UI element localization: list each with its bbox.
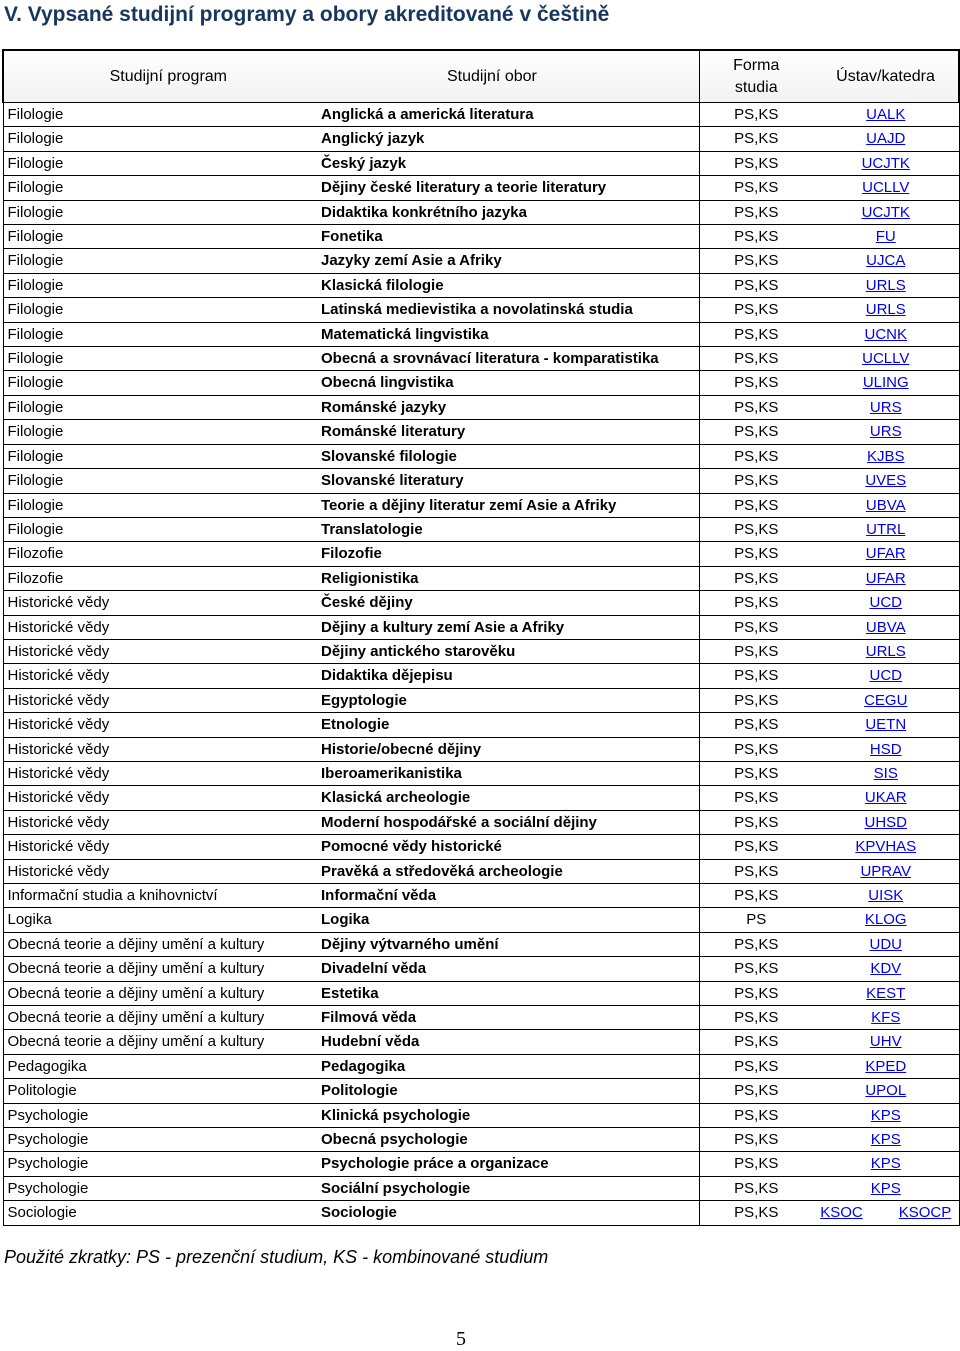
cell-forma: PS,KS — [699, 688, 813, 712]
department-link[interactable]: KJBS — [866, 447, 905, 465]
cell-ustav — [813, 810, 959, 834]
cell-ustav — [813, 1201, 959, 1225]
table-row — [3, 225, 959, 249]
cell-obor: Dějiny antického starověku — [321, 642, 516, 660]
cell-program: Historické vědy — [3, 810, 317, 834]
cell-forma: PS,KS — [699, 371, 813, 395]
cell-program: Historické vědy — [3, 737, 317, 761]
cell-forma: PS,KS — [699, 761, 813, 785]
header-forma-line1: Forma — [733, 56, 780, 74]
cell-obor: Psychologie práce a organizace — [321, 1155, 549, 1173]
table-body — [3, 103, 959, 1226]
cell-obor: Religionistika — [321, 569, 419, 587]
cell-forma: PS,KS — [699, 566, 813, 590]
programs-table — [2, 49, 960, 1226]
department-link[interactable]: KSOCP — [898, 1204, 952, 1222]
table-row — [3, 761, 959, 785]
cell-forma: PS,KS — [699, 810, 813, 834]
department-link[interactable]: UKAR — [864, 789, 907, 807]
cell-ustav — [813, 786, 959, 810]
cell-program: Logika — [3, 908, 317, 932]
cell-ustav — [813, 737, 959, 761]
table-row — [3, 737, 959, 761]
cell-ustav — [813, 347, 959, 371]
table-row — [3, 200, 959, 224]
cell-obor: Anglický jazyk — [321, 130, 425, 148]
cell-obor: Etnologie — [321, 716, 390, 734]
department-link[interactable]: KPS — [870, 1106, 901, 1124]
department-link[interactable]: CEGU — [864, 691, 908, 709]
cell-program: Historické vědy — [3, 859, 317, 883]
department-link[interactable]: UALK — [866, 106, 906, 123]
cell-obor: Filozofie — [321, 545, 382, 563]
department-link[interactable]: UFAR — [865, 569, 906, 587]
cell-ustav — [813, 298, 959, 322]
department-link[interactable]: UISK — [868, 887, 904, 904]
cell-ustav — [813, 444, 959, 468]
cell-ustav — [813, 1079, 959, 1103]
department-link[interactable]: UCD — [869, 594, 902, 612]
cell-forma: PS,KS — [699, 835, 813, 859]
cell-program: Filologie — [3, 225, 317, 249]
cell-obor: Politologie — [321, 1082, 398, 1100]
cell-forma: PS,KS — [699, 884, 813, 908]
table-row — [3, 395, 959, 419]
table-row — [3, 566, 959, 590]
cell-forma: PS,KS — [699, 322, 813, 346]
cell-ustav — [813, 688, 959, 712]
cell-program: Psychologie — [3, 1103, 317, 1127]
department-link[interactable]: KSOC — [820, 1204, 863, 1222]
header-obor: Studijní obor — [317, 50, 699, 103]
cell-program: Historické vědy — [3, 835, 317, 859]
cell-obor: Pravěká a středověká archeologie — [321, 862, 563, 880]
department-link[interactable]: UBVA — [865, 496, 906, 514]
cell-program: Politologie — [3, 1079, 317, 1103]
cell-forma: PS,KS — [699, 859, 813, 883]
cell-obor: Iberoamerikanistika — [321, 764, 462, 782]
cell-forma: PS,KS — [699, 1128, 813, 1152]
cell-forma: PS,KS — [699, 273, 813, 297]
cell-ustav — [813, 127, 959, 151]
department-link[interactable]: KPS — [870, 1179, 901, 1197]
department-link[interactable]: UTRL — [866, 520, 906, 538]
table-row — [3, 615, 959, 639]
cell-ustav — [813, 761, 959, 785]
cell-forma: PS,KS — [699, 981, 813, 1005]
cell-obor: Klasická archeologie — [321, 789, 471, 807]
department-link[interactable]: UCLLV — [862, 179, 910, 197]
cell-ustav — [813, 517, 959, 541]
table-header-row — [3, 50, 959, 103]
cell-program: Filologie — [3, 371, 317, 395]
cell-forma: PS,KS — [699, 200, 813, 224]
department-link[interactable]: KPED — [865, 1057, 907, 1075]
cell-obor: Pomocné vědy historické — [321, 838, 502, 856]
cell-ustav — [813, 542, 959, 566]
department-link[interactable]: UDU — [869, 935, 902, 953]
cell-obor: Klinická psychologie — [321, 1106, 471, 1124]
cell-forma: PS,KS — [699, 639, 813, 663]
table-row — [3, 127, 959, 151]
cell-forma: PS,KS — [699, 1054, 813, 1078]
cell-forma: PS,KS — [699, 493, 813, 517]
cell-program: Filozofie — [3, 542, 317, 566]
cell-obor: Jazyky zemí Asie a Afriky — [321, 252, 502, 270]
department-link[interactable]: URS — [869, 423, 902, 441]
cell-obor: Egyptologie — [321, 691, 407, 709]
cell-program: Filologie — [3, 420, 317, 444]
cell-forma: PS,KS — [699, 737, 813, 761]
table-row — [3, 859, 959, 883]
cell-forma: PS — [699, 908, 813, 932]
cell-program: Filologie — [3, 103, 317, 127]
cell-ustav — [813, 322, 959, 346]
table-row — [3, 884, 959, 908]
cell-forma: PS,KS — [699, 249, 813, 273]
header-forma — [699, 50, 813, 103]
cell-ustav — [813, 566, 959, 590]
cell-ustav — [813, 371, 959, 395]
cell-ustav — [813, 395, 959, 419]
cell-forma: PS,KS — [699, 1201, 813, 1225]
cell-program: Filologie — [3, 273, 317, 297]
cell-ustav — [813, 176, 959, 200]
cell-program: Filologie — [3, 395, 317, 419]
cell-obor: Filmová věda — [321, 1009, 417, 1027]
table-row — [3, 688, 959, 712]
cell-obor: Obecná a srovnávací literatura - komparatistika — [321, 350, 659, 368]
department-link[interactable]: KEST — [866, 984, 906, 1002]
cell-ustav — [813, 493, 959, 517]
cell-obor: Pedagogika — [321, 1057, 406, 1075]
table-row — [3, 542, 959, 566]
department-link[interactable]: UJCA — [866, 252, 906, 270]
department-link[interactable]: UCD — [869, 667, 902, 685]
cell-ustav — [813, 591, 959, 615]
cell-forma: PS,KS — [699, 444, 813, 468]
cell-obor: Slovanské filologie — [321, 447, 457, 465]
cell-obor: Obecná lingvistika — [321, 374, 454, 392]
cell-program: Historické vědy — [3, 761, 317, 785]
cell-ustav — [813, 639, 959, 663]
cell-program: Obecná teorie a dějiny umění a kultury — [3, 981, 317, 1005]
cell-program: Sociologie — [3, 1201, 317, 1225]
cell-ustav — [813, 884, 959, 908]
department-link[interactable]: SIS — [873, 764, 898, 782]
cell-program: Filologie — [3, 298, 317, 322]
cell-forma: PS,KS — [699, 103, 813, 127]
department-link[interactable]: UCJTK — [861, 154, 910, 172]
department-link[interactable]: UETN — [865, 716, 907, 734]
cell-obor: Estetika — [321, 984, 379, 1002]
cell-program: Filologie — [3, 200, 317, 224]
table-row — [3, 298, 959, 322]
department-link[interactable]: UVES — [865, 472, 907, 490]
cell-ustav — [813, 1103, 959, 1127]
table-row — [3, 1176, 959, 1200]
cell-forma: PS,KS — [699, 151, 813, 175]
cell-forma: PS,KS — [699, 176, 813, 200]
cell-forma: PS,KS — [699, 347, 813, 371]
cell-forma: PS,KS — [699, 932, 813, 956]
department-link[interactable]: FU — [875, 228, 896, 246]
table-row — [3, 322, 959, 346]
cell-obor: Český jazyk — [321, 154, 407, 172]
cell-program: Filologie — [3, 322, 317, 346]
cell-ustav — [813, 151, 959, 175]
cell-program: Filologie — [3, 127, 317, 151]
cell-obor: Fonetika — [321, 228, 383, 246]
cell-obor: Latinská medievistika a novolatinská studia — [321, 301, 633, 319]
cell-forma: PS,KS — [699, 786, 813, 810]
cell-program: Obecná teorie a dějiny umění a kultury — [3, 1006, 317, 1030]
cell-obor: Logika — [321, 911, 370, 929]
table-row — [3, 249, 959, 273]
cell-obor: Dějiny výtvarného umění — [321, 935, 499, 953]
cell-ustav — [813, 1128, 959, 1152]
table-row — [3, 786, 959, 810]
cell-obor: Historie/obecné dějiny — [321, 740, 482, 758]
cell-ustav — [813, 420, 959, 444]
cell-forma: PS,KS — [699, 713, 813, 737]
table-row — [3, 151, 959, 175]
cell-forma: PS,KS — [699, 420, 813, 444]
cell-obor: České dějiny — [321, 594, 413, 612]
cell-obor: Matematická lingvistika — [321, 325, 489, 343]
cell-program: Filologie — [3, 347, 317, 371]
cell-ustav — [813, 1152, 959, 1176]
page-number: 5 — [456, 1328, 466, 1350]
cell-forma: PS,KS — [699, 1176, 813, 1200]
cell-forma: PS,KS — [699, 1079, 813, 1103]
cell-ustav — [813, 615, 959, 639]
table-row — [3, 591, 959, 615]
cell-forma: PS,KS — [699, 1152, 813, 1176]
cell-obor: Moderní hospodářské a sociální dějiny — [321, 813, 597, 831]
cell-ustav — [813, 1176, 959, 1200]
department-link[interactable]: KPVHAS — [855, 838, 917, 856]
cell-obor: Anglická a americká literatura — [321, 106, 534, 123]
cell-program: Historické vědy — [3, 688, 317, 712]
cell-forma: PS,KS — [699, 1006, 813, 1030]
cell-program: Historické vědy — [3, 786, 317, 810]
cell-obor: Obecná psychologie — [321, 1131, 468, 1149]
table-row — [3, 664, 959, 688]
table-row — [3, 1152, 959, 1176]
cell-obor: Informační věda — [321, 887, 437, 904]
cell-obor: Slovanské literatury — [321, 472, 464, 490]
table-row — [3, 517, 959, 541]
page-title: V. Vypsané studijní programy a obory akreditované v češtině — [4, 3, 610, 26]
cell-obor: Románské literatury — [321, 423, 466, 441]
cell-ustav — [813, 200, 959, 224]
table-row — [3, 981, 959, 1005]
cell-program: Historické vědy — [3, 664, 317, 688]
cell-obor: Dějiny a kultury zemí Asie a Afriky — [321, 618, 565, 636]
cell-obor: Translatologie — [321, 520, 423, 538]
department-link[interactable]: HSD — [869, 740, 902, 758]
table-row — [3, 908, 959, 932]
cell-ustav — [813, 835, 959, 859]
department-link[interactable]: KFS — [871, 1009, 901, 1027]
cell-program: Psychologie — [3, 1176, 317, 1200]
department-link[interactable]: UCLLV — [862, 350, 910, 368]
cell-forma: PS,KS — [699, 664, 813, 688]
table-row — [3, 639, 959, 663]
department-link[interactable]: UCJTK — [861, 203, 910, 221]
cell-program: Obecná teorie a dějiny umění a kultury — [3, 1030, 317, 1054]
cell-program: Obecná teorie a dějiny umění a kultury — [3, 932, 317, 956]
cell-obor: Románské jazyky — [321, 398, 447, 416]
cell-obor: Dějiny české literatury a teorie literatury — [321, 179, 607, 197]
cell-ustav — [813, 469, 959, 493]
table-row — [3, 1201, 959, 1225]
cell-program: Filologie — [3, 469, 317, 493]
cell-program: Filozofie — [3, 566, 317, 590]
cell-obor: Klasická filologie — [321, 276, 444, 294]
table-row — [3, 810, 959, 834]
abbreviation-legend: Použité zkratky: PS - prezenční studium, KS - kombinované studium — [4, 1247, 549, 1267]
table-row — [3, 493, 959, 517]
cell-program: Filologie — [3, 517, 317, 541]
department-link[interactable]: KDV — [870, 960, 902, 978]
department-link[interactable]: UAJD — [866, 130, 906, 148]
department-link[interactable]: URLS — [865, 301, 906, 319]
department-link[interactable]: URLS — [865, 642, 906, 660]
cell-ustav — [813, 1054, 959, 1078]
table-row — [3, 1128, 959, 1152]
cell-program: Historické vědy — [3, 639, 317, 663]
table-row — [3, 1054, 959, 1078]
department-link[interactable]: URS — [869, 398, 902, 416]
cell-obor: Didaktika dějepisu — [321, 667, 453, 685]
cell-ustav — [813, 273, 959, 297]
cell-forma: PS,KS — [699, 1030, 813, 1054]
cell-program: Filologie — [3, 249, 317, 273]
cell-obor: Teorie a dějiny literatur zemí Asie a Afriky — [321, 496, 617, 514]
department-link[interactable]: URLS — [865, 276, 906, 294]
table-row — [3, 1079, 959, 1103]
table-row — [3, 469, 959, 493]
cell-obor: Didaktika konkrétního jazyka — [321, 203, 527, 221]
department-link[interactable]: UHSD — [864, 813, 907, 831]
cell-ustav — [813, 664, 959, 688]
table-row — [3, 957, 959, 981]
cell-forma: PS,KS — [699, 517, 813, 541]
cell-ustav — [813, 981, 959, 1005]
cell-program: Informační studia a knihovnictví — [3, 884, 317, 908]
table-row — [3, 103, 959, 127]
cell-program: Historické vědy — [3, 591, 317, 615]
cell-obor: Divadelní věda — [321, 960, 427, 978]
cell-forma: PS,KS — [699, 298, 813, 322]
cell-forma: PS,KS — [699, 225, 813, 249]
table-row — [3, 371, 959, 395]
table-row — [3, 176, 959, 200]
header-forma-line2: studia — [734, 78, 778, 96]
cell-program: Filologie — [3, 176, 317, 200]
table-row — [3, 1103, 959, 1127]
cell-obor: Sociologie — [321, 1204, 397, 1222]
table-row — [3, 835, 959, 859]
header-program: Studijní program — [3, 50, 317, 103]
cell-ustav — [813, 1006, 959, 1030]
department-link[interactable]: UPOL — [865, 1082, 907, 1100]
table-row — [3, 444, 959, 468]
department-link[interactable]: UCNK — [864, 325, 907, 343]
department-link[interactable]: ULING — [862, 374, 909, 392]
cell-obor: Hudební věda — [321, 1033, 420, 1051]
cell-forma: PS,KS — [699, 591, 813, 615]
department-link[interactable]: KLOG — [864, 911, 907, 929]
department-link[interactable]: UBVA — [865, 618, 906, 636]
cell-program: Filologie — [3, 151, 317, 175]
cell-obor: Sociální psychologie — [321, 1179, 471, 1197]
cell-forma: PS,KS — [699, 127, 813, 151]
cell-program: Filologie — [3, 444, 317, 468]
table-row — [3, 713, 959, 737]
cell-forma: PS,KS — [699, 395, 813, 419]
department-link[interactable]: UHV — [869, 1033, 902, 1051]
table-row — [3, 347, 959, 371]
header-ustav: Ústav/katedra — [813, 50, 959, 103]
cell-program: Pedagogika — [3, 1054, 317, 1078]
cell-forma: PS,KS — [699, 542, 813, 566]
department-link[interactable]: KPS — [870, 1155, 901, 1173]
cell-program: Historické vědy — [3, 615, 317, 639]
cell-ustav — [813, 225, 959, 249]
cell-ustav — [813, 859, 959, 883]
department-link[interactable]: UFAR — [865, 545, 906, 563]
cell-ustav — [813, 249, 959, 273]
cell-ustav — [813, 1030, 959, 1054]
cell-ustav — [813, 908, 959, 932]
table-row — [3, 1006, 959, 1030]
cell-program: Psychologie — [3, 1128, 317, 1152]
department-link[interactable]: KPS — [870, 1131, 901, 1149]
cell-ustav — [813, 932, 959, 956]
cell-forma: PS,KS — [699, 1103, 813, 1127]
cell-program: Historické vědy — [3, 713, 317, 737]
cell-forma: PS,KS — [699, 615, 813, 639]
cell-program: Filologie — [3, 493, 317, 517]
table-row — [3, 420, 959, 444]
cell-program: Obecná teorie a dějiny umění a kultury — [3, 957, 317, 981]
cell-forma: PS,KS — [699, 469, 813, 493]
cell-forma: PS,KS — [699, 957, 813, 981]
cell-ustav — [813, 713, 959, 737]
table-row — [3, 932, 959, 956]
department-link[interactable]: UPRAV — [860, 862, 912, 880]
cell-ustav — [813, 957, 959, 981]
cell-ustav — [813, 103, 959, 127]
cell-program: Psychologie — [3, 1152, 317, 1176]
table-row — [3, 1030, 959, 1054]
table-row — [3, 273, 959, 297]
